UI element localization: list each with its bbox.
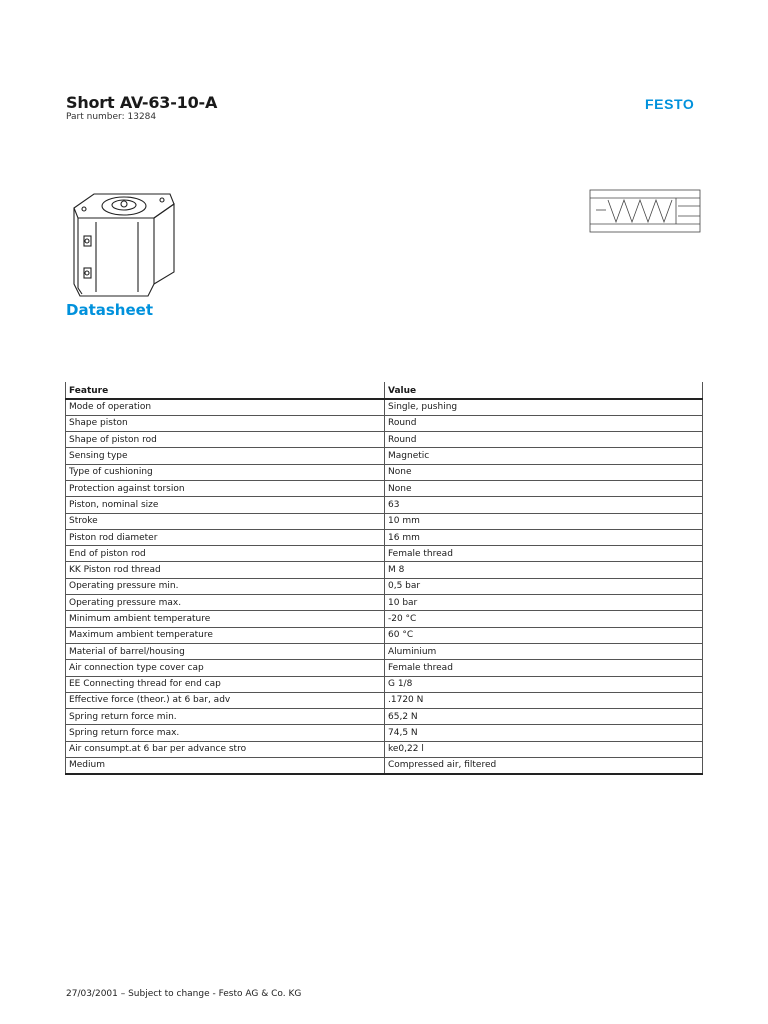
column-header-value: Value bbox=[385, 382, 703, 399]
table-row bbox=[66, 741, 703, 757]
festo-logo: FESTO bbox=[645, 96, 695, 112]
value-cell: 10 bar bbox=[385, 595, 703, 611]
feature-cell: End of piston rod bbox=[66, 546, 385, 562]
value-cell: -20 °C bbox=[385, 611, 703, 627]
cylinder-symbol-icon bbox=[588, 186, 704, 236]
value-cell: 16 mm bbox=[385, 529, 703, 545]
table-row bbox=[66, 758, 703, 774]
table-body bbox=[66, 399, 703, 774]
table-row bbox=[66, 562, 703, 578]
value-cell: ke0,22 l bbox=[385, 741, 703, 757]
datasheet-heading: Datasheet bbox=[66, 301, 153, 319]
table-row bbox=[66, 627, 703, 643]
table-header-row bbox=[66, 382, 703, 399]
feature-cell: Spring return force min. bbox=[66, 709, 385, 725]
feature-cell: Shape piston bbox=[66, 415, 385, 431]
table-row bbox=[66, 725, 703, 741]
table-row bbox=[66, 529, 703, 545]
table-row bbox=[66, 448, 703, 464]
feature-cell: Maximum ambient temperature bbox=[66, 627, 385, 643]
table-row bbox=[66, 415, 703, 431]
feature-cell: Protection against torsion bbox=[66, 480, 385, 496]
feature-cell: Spring return force max. bbox=[66, 725, 385, 741]
feature-cell: Effective force (theor.) at 6 bar, adv bbox=[66, 692, 385, 708]
feature-cell: EE Connecting thread for end cap bbox=[66, 676, 385, 692]
feature-cell: Air connection type cover cap bbox=[66, 660, 385, 676]
table-row bbox=[66, 709, 703, 725]
column-header-feature: Feature bbox=[66, 382, 385, 399]
feature-cell: Sensing type bbox=[66, 448, 385, 464]
table-row bbox=[66, 480, 703, 496]
table-row bbox=[66, 497, 703, 513]
feature-cell: Piston rod diameter bbox=[66, 529, 385, 545]
table-row bbox=[66, 399, 703, 415]
feature-cell: KK Piston rod thread bbox=[66, 562, 385, 578]
value-cell: Female thread bbox=[385, 546, 703, 562]
feature-cell: Operating pressure max. bbox=[66, 595, 385, 611]
part-number: Part number: 13284 bbox=[66, 112, 157, 122]
feature-cell: Medium bbox=[66, 758, 385, 774]
feature-cell: Operating pressure min. bbox=[66, 578, 385, 594]
feature-cell: Shape of piston rod bbox=[66, 432, 385, 448]
product-title: Short AV-63-10-A bbox=[66, 93, 218, 112]
value-cell: Round bbox=[385, 432, 703, 448]
feature-cell: Material of barrel/housing bbox=[66, 643, 385, 659]
table-row bbox=[66, 432, 703, 448]
value-cell: Single, pushing bbox=[385, 399, 703, 415]
feature-cell: Minimum ambient temperature bbox=[66, 611, 385, 627]
value-cell: M 8 bbox=[385, 562, 703, 578]
table-row bbox=[66, 578, 703, 594]
value-cell: 60 °C bbox=[385, 627, 703, 643]
feature-cell: Piston, nominal size bbox=[66, 497, 385, 513]
value-cell: Magnetic bbox=[385, 448, 703, 464]
value-cell: Female thread bbox=[385, 660, 703, 676]
feature-cell: Mode of operation bbox=[66, 399, 385, 415]
value-cell: 0,5 bar bbox=[385, 578, 703, 594]
table-row bbox=[66, 676, 703, 692]
value-cell: G 1/8 bbox=[385, 676, 703, 692]
value-cell: None bbox=[385, 464, 703, 480]
value-cell: Aluminium bbox=[385, 643, 703, 659]
feature-cell: Air consumpt.at 6 bar per advance stro bbox=[66, 741, 385, 757]
table-row bbox=[66, 595, 703, 611]
table-row bbox=[66, 692, 703, 708]
value-cell: Round bbox=[385, 415, 703, 431]
value-cell: Compressed air, filtered bbox=[385, 758, 703, 774]
value-cell: .1720 N bbox=[385, 692, 703, 708]
value-cell: 65,2 N bbox=[385, 709, 703, 725]
table-row bbox=[66, 660, 703, 676]
table-row bbox=[66, 464, 703, 480]
cylinder-product-image bbox=[66, 188, 176, 300]
value-cell: 74,5 N bbox=[385, 725, 703, 741]
feature-cell: Stroke bbox=[66, 513, 385, 529]
table-row bbox=[66, 546, 703, 562]
feature-cell: Type of cushioning bbox=[66, 464, 385, 480]
table-row bbox=[66, 611, 703, 627]
table-row bbox=[66, 643, 703, 659]
value-cell: 63 bbox=[385, 497, 703, 513]
value-cell: 10 mm bbox=[385, 513, 703, 529]
feature-table bbox=[65, 382, 703, 775]
value-cell: None bbox=[385, 480, 703, 496]
table-row bbox=[66, 513, 703, 529]
footer-text: 27/03/2001 – Subject to change - Festo AG & Co. KG bbox=[66, 989, 302, 999]
